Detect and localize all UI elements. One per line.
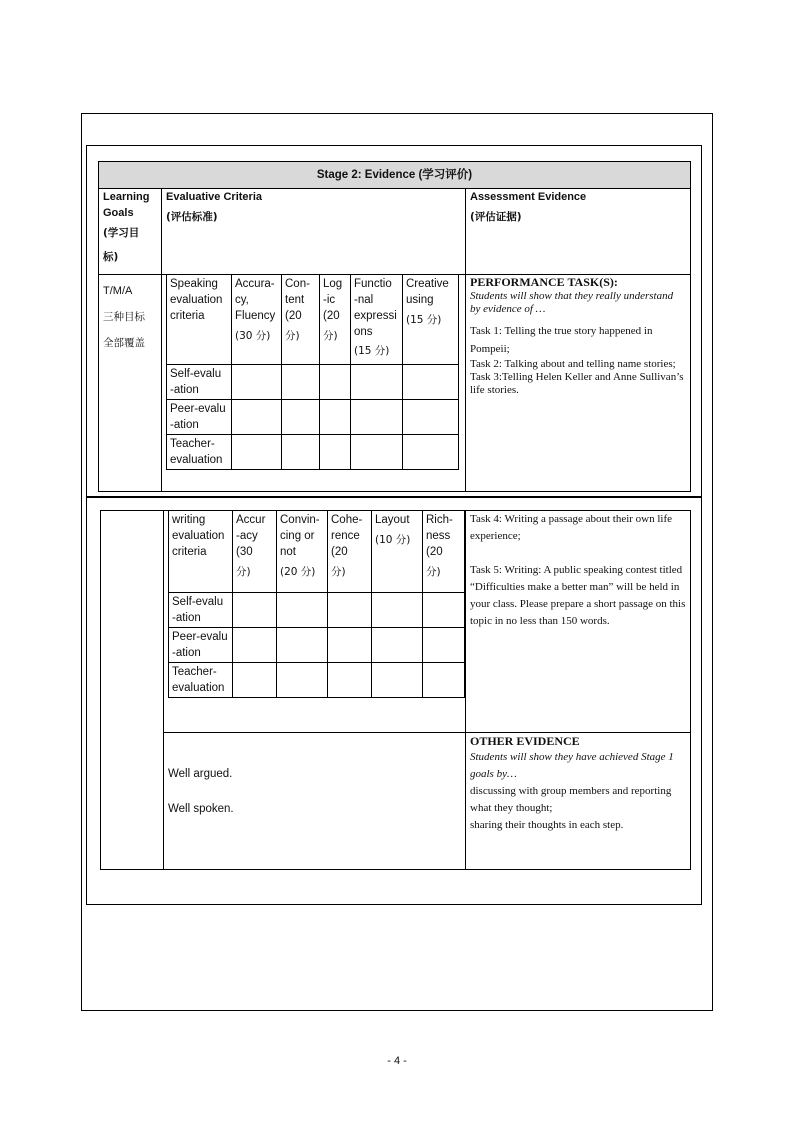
performance-title: PERFORMANCE TASK(S):	[470, 275, 618, 289]
speaking-col-functional: Functio -nal expressi ons (15 分)	[351, 275, 403, 365]
writing-row-self: Self-evalu -ation	[169, 593, 233, 628]
evaluative-criteria-header: Evaluative Criteria (评估标准)	[166, 191, 262, 223]
speaking-criteria-label: Speaking evaluation criteria	[167, 275, 232, 365]
writing-evaluation-table	[168, 510, 465, 698]
other-evidence-intro: Students will show they have achieved Stage 1 goals by…	[470, 751, 674, 780]
divider	[465, 189, 466, 492]
other-evidence	[470, 734, 688, 834]
goals-list: T/M/A 三种目标 全部覆盖	[103, 285, 145, 349]
divider	[163, 510, 164, 870]
speaking-row-teacher: Teacher- evaluation	[167, 435, 232, 470]
stage-title: Stage 2: Evidence (学习评价)	[316, 169, 473, 181]
speaking-col-accuracy: Accura- cy, Fluency (30 分)	[232, 275, 282, 365]
divider	[161, 189, 162, 492]
performance-intro: Students will show that they really understand by evidence of …	[470, 290, 674, 315]
writing-col-coherence: Cohe- rence (20 分)	[328, 511, 372, 593]
task-1: Task 1: Telling the true story happened in Pompeii;	[470, 325, 653, 355]
task-4: Task 4: Writing a passage about their own life experience;	[470, 513, 673, 542]
speaking-row-self: Self-evalu -ation	[167, 365, 232, 400]
writing-col-accuracy: Accur -acy (30 分)	[233, 511, 277, 593]
speaking-col-creative: Creative using (15 分)	[403, 275, 459, 365]
other-evidence-title: OTHER EVIDENCE	[470, 734, 580, 748]
assessment-evidence-header: Assessment Evidence (评估证据)	[470, 191, 587, 223]
writing-row-teacher: Teacher- evaluation	[169, 663, 233, 698]
writing-row-peer: Peer-evalu -ation	[169, 628, 233, 663]
writing-tasks	[470, 511, 688, 630]
divider	[465, 510, 466, 870]
speaking-col-logic: Log -ic (20 分)	[320, 275, 351, 365]
speaking-col-content: Con- tent (20 分)	[282, 275, 320, 365]
page-number: - 4 -	[387, 1055, 407, 1067]
speaking-evaluation-table	[166, 274, 459, 470]
stage-header	[99, 162, 690, 189]
comments	[168, 766, 458, 817]
comment-well-argued: Well argued.	[168, 768, 233, 780]
writing-col-convincing: Convin- cing or not (20 分)	[277, 511, 328, 593]
task-2: Task 2: Talking about and telling name stories;	[470, 358, 676, 370]
divider	[163, 732, 690, 733]
other-evidence-line-2: sharing their thoughts in each step.	[470, 819, 624, 831]
writing-col-richness: Rich- ness (20 分)	[423, 511, 465, 593]
task-5: Task 5: Writing: A public speaking contest titled “Difficulties make a better man” will be held in your class. Please prepare a short passage on this topic in no less than 150 words.	[470, 564, 686, 627]
performance-tasks	[470, 275, 686, 397]
comment-well-spoken: Well spoken.	[168, 803, 234, 815]
other-evidence-line-1: discussing with group members and reporting what they thought;	[470, 785, 672, 814]
writing-col-layout: Layout (10 分)	[372, 511, 423, 593]
learning-goals-header: Learning Goals (学习目 标)	[103, 191, 150, 263]
task-3: Task 3:Telling Helen Keller and Anne Sullivan’s life stories.	[470, 371, 684, 396]
speaking-row-peer: Peer-evalu -ation	[167, 400, 232, 435]
writing-criteria-label: writing evaluation criteria	[169, 511, 233, 593]
